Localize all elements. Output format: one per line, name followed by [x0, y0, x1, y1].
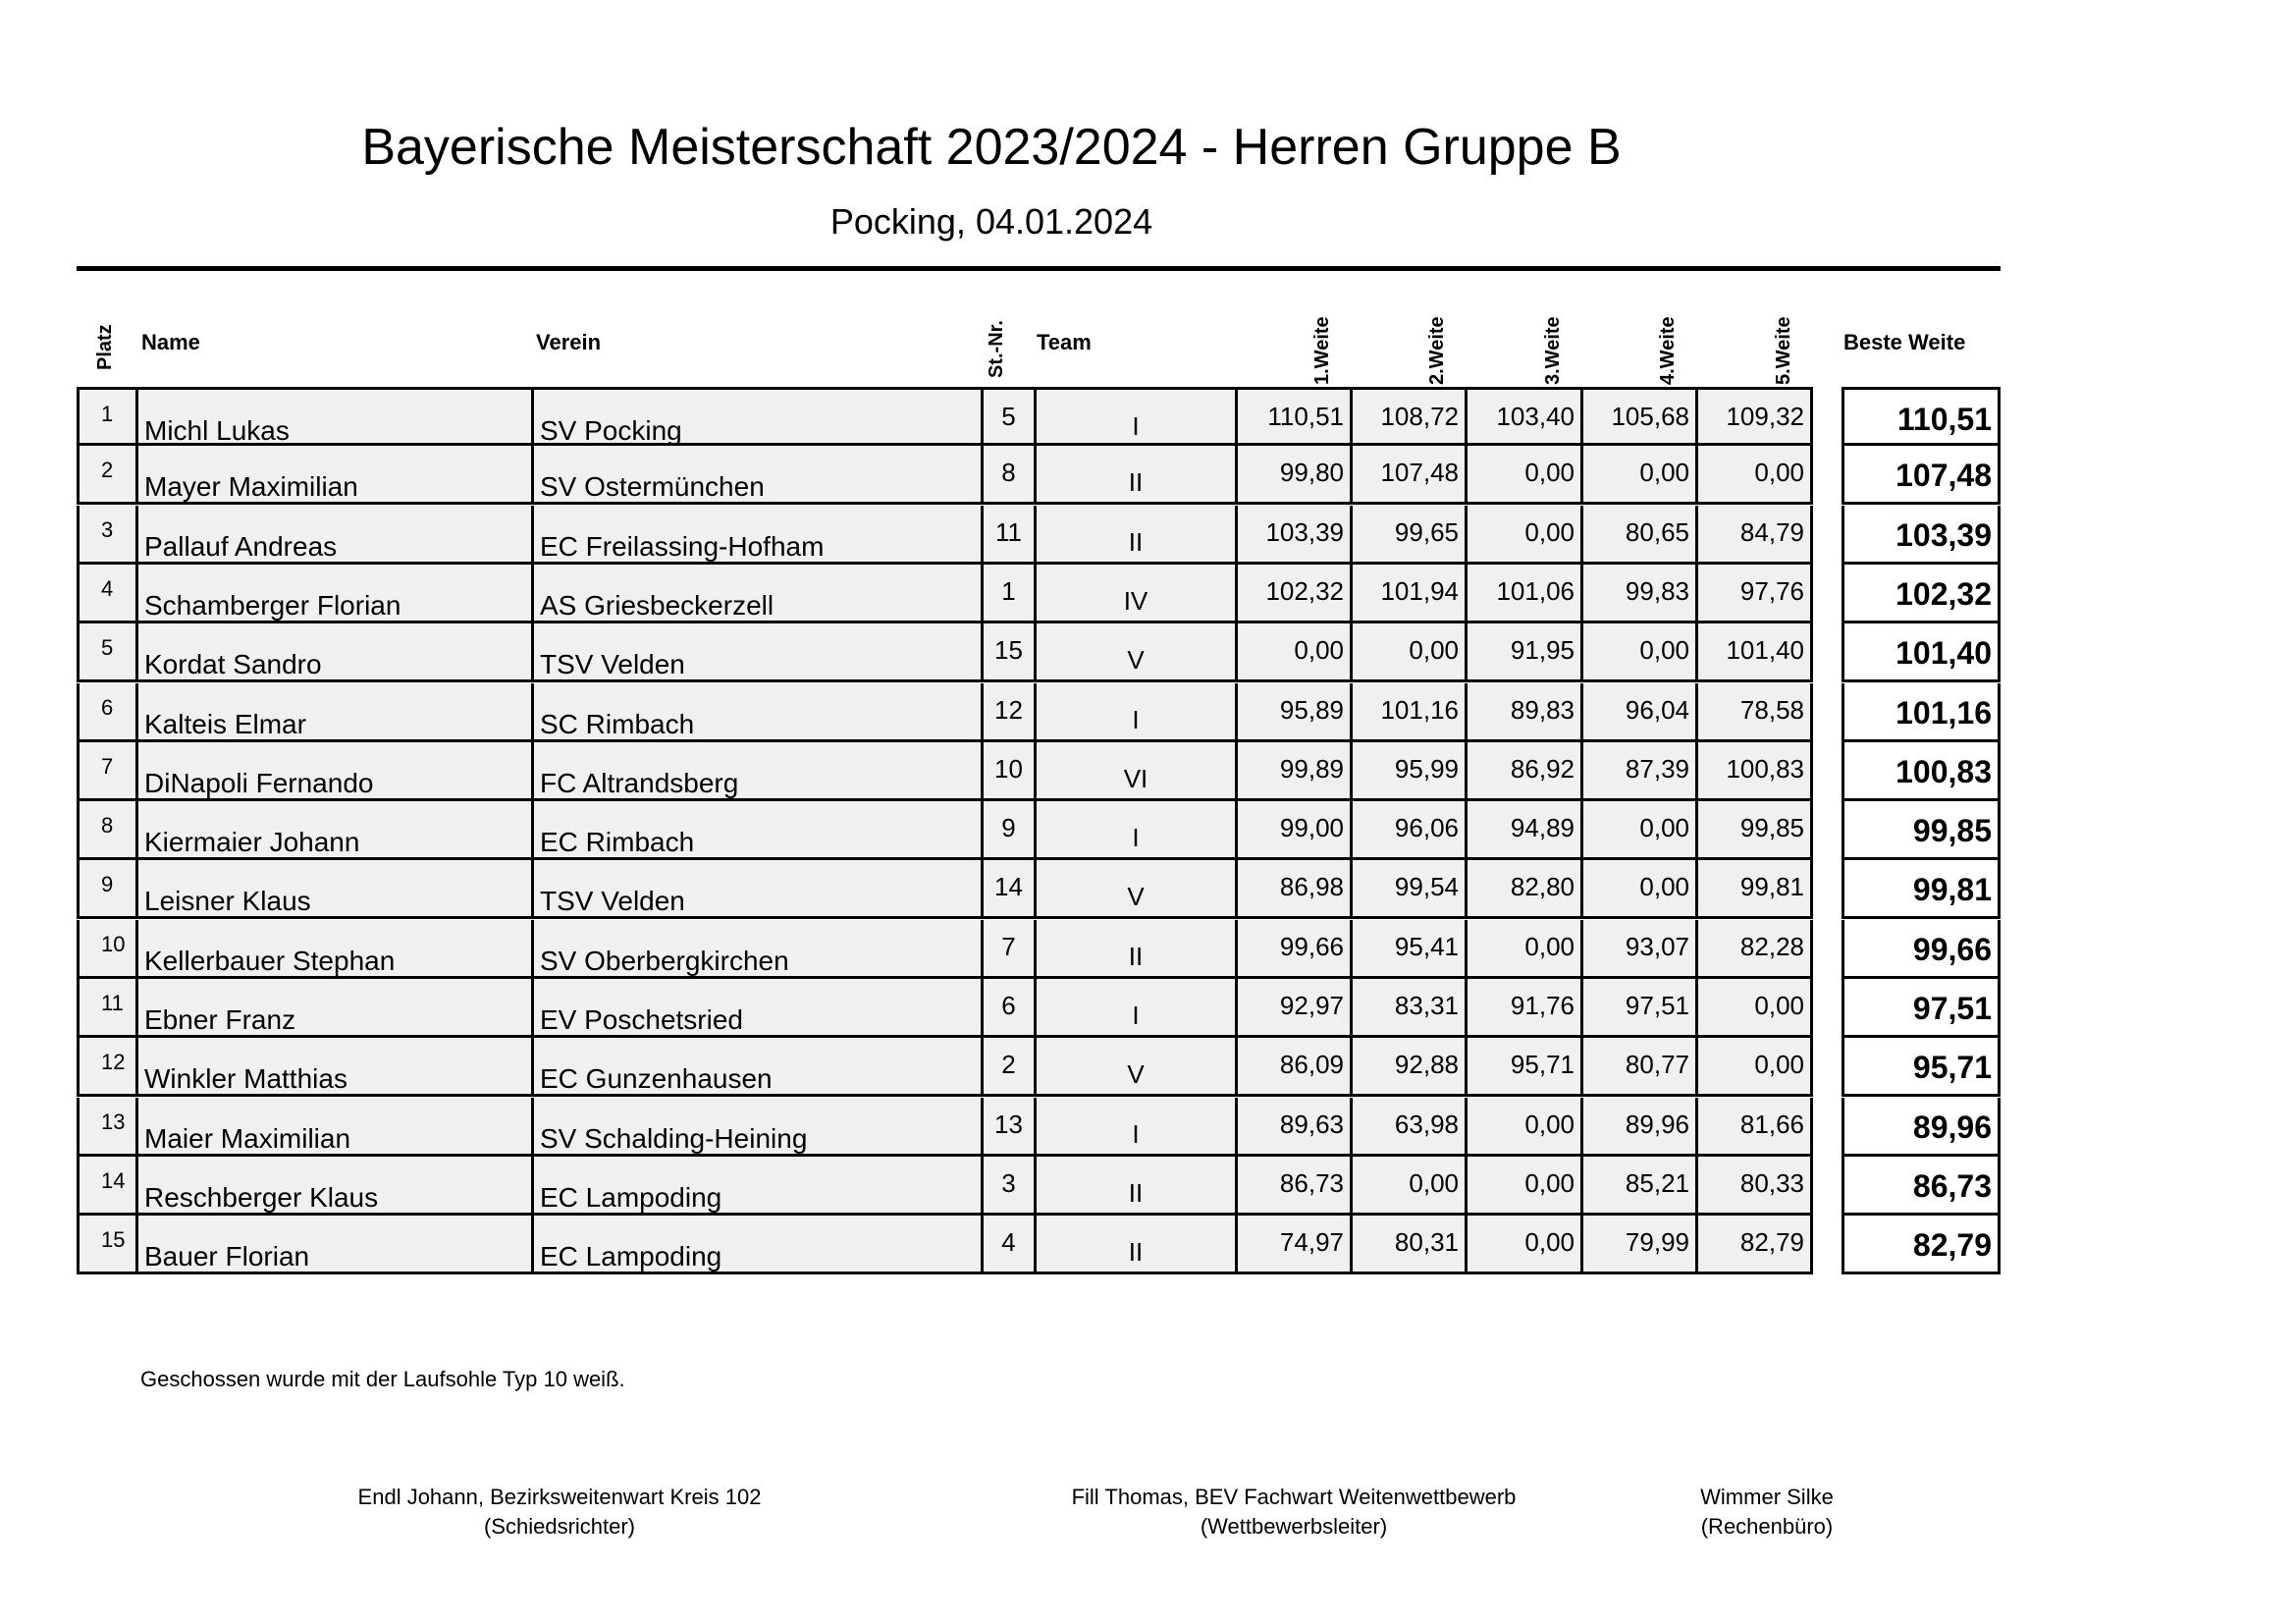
cell-w3: 0,00	[1465, 1157, 1580, 1216]
cell-w3: 0,00	[1465, 1216, 1580, 1274]
table-row	[77, 683, 2001, 742]
cell-team: V	[1034, 623, 1235, 682]
cell-w1: 102,32	[1235, 565, 1350, 623]
cell-stnr: 3	[981, 1157, 1034, 1216]
cell-verein: SV Oberbergkirchen	[531, 920, 981, 979]
cell-stnr: 9	[981, 801, 1034, 860]
cell-w1: 86,98	[1235, 860, 1350, 919]
cell-platz: 9	[77, 860, 135, 919]
cell-w3: 0,00	[1465, 446, 1580, 505]
cell-w5: 82,79	[1695, 1216, 1813, 1274]
cell-platz: 12	[77, 1038, 135, 1097]
cell-best: 102,32	[1842, 565, 2001, 623]
cell-platz: 14	[77, 1157, 135, 1216]
cell-verein: SV Pocking	[531, 387, 981, 446]
cell-best: 101,40	[1842, 623, 2001, 682]
cell-w4: 99,83	[1580, 565, 1695, 623]
cell-verein: SV Schalding-Heining	[531, 1098, 981, 1157]
cell-w4: 79,99	[1580, 1216, 1695, 1274]
cell-w4: 89,96	[1580, 1098, 1695, 1157]
signature-computing-office	[1649, 1483, 1885, 1542]
column-header-weite-4: 4.Weite	[1657, 316, 1679, 385]
cell-name: Pallauf Andreas	[135, 506, 531, 565]
cell-best: 86,73	[1842, 1157, 2001, 1216]
cell-w3: 86,92	[1465, 742, 1580, 801]
cell-w2: 95,99	[1350, 742, 1465, 801]
cell-w1: 89,63	[1235, 1098, 1350, 1157]
cell-w5: 97,76	[1695, 565, 1813, 623]
column-header-beste-weite: Beste Weite	[1843, 330, 1966, 354]
cell-w2: 92,88	[1350, 1038, 1465, 1097]
cell-w1: 99,66	[1235, 920, 1350, 979]
table-row	[77, 1098, 2001, 1157]
column-header-weite-1: 1.Weite	[1311, 316, 1333, 385]
cell-name: Reschberger Klaus	[135, 1157, 531, 1216]
cell-team: I	[1034, 387, 1235, 446]
cell-best: 110,51	[1842, 387, 2001, 446]
cell-w4: 0,00	[1580, 446, 1695, 505]
table-row	[77, 506, 2001, 565]
cell-w2: 63,98	[1350, 1098, 1465, 1157]
cell-best: 99,81	[1842, 860, 2001, 919]
table-row	[77, 565, 2001, 623]
cell-w3: 103,40	[1465, 387, 1580, 446]
table-row	[77, 623, 2001, 682]
signature-role: (Wettbewerbsleiter)	[1200, 1514, 1388, 1539]
cell-w2: 95,41	[1350, 920, 1465, 979]
column-header-team: Team	[1037, 330, 1092, 354]
cell-team: VI	[1034, 742, 1235, 801]
cell-w2: 108,72	[1350, 387, 1465, 446]
cell-w5: 100,83	[1695, 742, 1813, 801]
cell-stnr: 13	[981, 1098, 1034, 1157]
cell-w4: 87,39	[1580, 742, 1695, 801]
cell-platz: 4	[77, 565, 135, 623]
cell-w1: 99,00	[1235, 801, 1350, 860]
cell-team: V	[1034, 860, 1235, 919]
cell-w2: 101,94	[1350, 565, 1465, 623]
cell-name: Kellerbauer Stephan	[135, 920, 531, 979]
cell-team: II	[1034, 920, 1235, 979]
cell-w4: 80,77	[1580, 1038, 1695, 1097]
cell-platz: 10	[77, 920, 135, 979]
cell-platz: 8	[77, 801, 135, 860]
cell-platz: 15	[77, 1216, 135, 1274]
column-header-name: Name	[141, 330, 200, 354]
signature-competition-lead	[1039, 1483, 1549, 1542]
cell-name: Kiermaier Johann	[135, 801, 531, 860]
cell-w3: 89,83	[1465, 683, 1580, 742]
cell-verein: EC Gunzenhausen	[531, 1038, 981, 1097]
table-row	[77, 920, 2001, 979]
cell-verein: TSV Velden	[531, 860, 981, 919]
cell-platz: 2	[77, 446, 135, 505]
cell-w1: 92,97	[1235, 979, 1350, 1038]
cell-team: II	[1034, 1216, 1235, 1274]
cell-w1: 99,80	[1235, 446, 1350, 505]
cell-verein: EC Lampoding	[531, 1216, 981, 1274]
cell-w1: 110,51	[1235, 387, 1350, 446]
column-header-verein: Verein	[536, 330, 602, 354]
cell-verein: EV Poschetsried	[531, 979, 981, 1038]
cell-name: Leisner Klaus	[135, 860, 531, 919]
cell-w2: 80,31	[1350, 1216, 1465, 1274]
column-header-platz: Platz	[94, 324, 116, 370]
page-title: Bayerische Meisterschaft 2023/2024 - Herren Gruppe B	[361, 119, 1622, 176]
signature-name: Endl Johann, Bezirksweitenwart Kreis 102	[357, 1485, 762, 1509]
table-row	[77, 860, 2001, 919]
cell-platz: 13	[77, 1098, 135, 1157]
cell-w3: 95,71	[1465, 1038, 1580, 1097]
cell-name: Bauer Florian	[135, 1216, 531, 1274]
cell-name: Kordat Sandro	[135, 623, 531, 682]
cell-w1: 95,89	[1235, 683, 1350, 742]
cell-stnr: 14	[981, 860, 1034, 919]
cell-name: Schamberger Florian	[135, 565, 531, 623]
cell-w4: 96,04	[1580, 683, 1695, 742]
cell-stnr: 1	[981, 565, 1034, 623]
cell-stnr: 4	[981, 1216, 1034, 1274]
signature-role: (Schiedsrichter)	[483, 1514, 636, 1539]
cell-stnr: 8	[981, 446, 1034, 505]
cell-w3: 0,00	[1465, 920, 1580, 979]
table-row	[77, 742, 2001, 801]
cell-platz: 5	[77, 623, 135, 682]
cell-w3: 101,06	[1465, 565, 1580, 623]
cell-best: 107,48	[1842, 446, 2001, 505]
cell-stnr: 7	[981, 920, 1034, 979]
cell-platz: 1	[77, 387, 135, 446]
table-row	[77, 1038, 2001, 1097]
cell-team: I	[1034, 979, 1235, 1038]
cell-w5: 99,81	[1695, 860, 1813, 919]
cell-w4: 85,21	[1580, 1157, 1695, 1216]
cell-w4: 80,65	[1580, 506, 1695, 565]
cell-w3: 0,00	[1465, 506, 1580, 565]
cell-name: Ebner Franz	[135, 979, 531, 1038]
cell-w1: 0,00	[1235, 623, 1350, 682]
signature-referee	[314, 1483, 805, 1542]
table-row	[77, 801, 2001, 860]
cell-w4: 93,07	[1580, 920, 1695, 979]
cell-name: Maier Maximilian	[135, 1098, 531, 1157]
cell-verein: FC Altrandsberg	[531, 742, 981, 801]
cell-team: IV	[1034, 565, 1235, 623]
cell-verein: SC Rimbach	[531, 683, 981, 742]
column-header-weite-2: 2.Weite	[1426, 316, 1448, 385]
table-row	[77, 979, 2001, 1038]
cell-w4: 97,51	[1580, 979, 1695, 1038]
cell-w1: 86,09	[1235, 1038, 1350, 1097]
cell-verein: TSV Velden	[531, 623, 981, 682]
cell-w4: 105,68	[1580, 387, 1695, 446]
cell-w5: 82,28	[1695, 920, 1813, 979]
cell-team: I	[1034, 801, 1235, 860]
column-header-weite-5: 5.Weite	[1773, 316, 1794, 385]
table-row	[77, 387, 2001, 446]
cell-w4: 0,00	[1580, 860, 1695, 919]
cell-w3: 0,00	[1465, 1098, 1580, 1157]
cell-w2: 99,65	[1350, 506, 1465, 565]
cell-verein: EC Rimbach	[531, 801, 981, 860]
cell-name: Michl Lukas	[135, 387, 531, 446]
cell-w5: 99,85	[1695, 801, 1813, 860]
cell-best: 99,66	[1842, 920, 2001, 979]
cell-best: 99,85	[1842, 801, 2001, 860]
cell-platz: 3	[77, 506, 135, 565]
cell-name: Winkler Matthias	[135, 1038, 531, 1097]
signature-name: Wimmer Silke	[1700, 1485, 1834, 1509]
cell-name: Mayer Maximilian	[135, 446, 531, 505]
cell-team: II	[1034, 446, 1235, 505]
cell-team: I	[1034, 1098, 1235, 1157]
column-header-stnr: St.-Nr.	[986, 320, 1007, 378]
cell-w5: 81,66	[1695, 1098, 1813, 1157]
cell-w1: 99,89	[1235, 742, 1350, 801]
page-subtitle: Pocking, 04.01.2024	[829, 201, 1153, 242]
cell-stnr: 2	[981, 1038, 1034, 1097]
cell-w2: 107,48	[1350, 446, 1465, 505]
cell-w2: 99,54	[1350, 860, 1465, 919]
cell-team: I	[1034, 683, 1235, 742]
cell-w5: 80,33	[1695, 1157, 1813, 1216]
cell-w5: 84,79	[1695, 506, 1813, 565]
cell-best: 89,96	[1842, 1098, 2001, 1157]
cell-verein: EC Freilassing-Hofham	[531, 506, 981, 565]
cell-w5: 101,40	[1695, 623, 1813, 682]
table-row	[77, 446, 2001, 505]
cell-w2: 101,16	[1350, 683, 1465, 742]
signature-role: (Rechenbüro)	[1700, 1514, 1834, 1539]
cell-w4: 0,00	[1580, 801, 1695, 860]
cell-w3: 91,95	[1465, 623, 1580, 682]
cell-verein: SV Ostermünchen	[531, 446, 981, 505]
cell-best: 97,51	[1842, 979, 2001, 1038]
cell-w5: 0,00	[1695, 446, 1813, 505]
cell-w4: 0,00	[1580, 623, 1695, 682]
cell-stnr: 5	[981, 387, 1034, 446]
cell-w1: 103,39	[1235, 506, 1350, 565]
footer-note: Geschossen wurde mit der Laufsohle Typ 10 weiß.	[140, 1367, 625, 1391]
cell-platz: 11	[77, 979, 135, 1038]
cell-best: 101,16	[1842, 683, 2001, 742]
cell-team: II	[1034, 1157, 1235, 1216]
cell-stnr: 15	[981, 623, 1034, 682]
cell-verein: EC Lampoding	[531, 1157, 981, 1216]
table-row	[77, 1157, 2001, 1216]
cell-w3: 82,80	[1465, 860, 1580, 919]
cell-team: V	[1034, 1038, 1235, 1097]
cell-w5: 109,32	[1695, 387, 1813, 446]
cell-w2: 0,00	[1350, 1157, 1465, 1216]
cell-stnr: 11	[981, 506, 1034, 565]
cell-w2: 96,06	[1350, 801, 1465, 860]
cell-w5: 0,00	[1695, 1038, 1813, 1097]
table-row	[77, 1216, 2001, 1274]
cell-stnr: 6	[981, 979, 1034, 1038]
cell-w1: 74,97	[1235, 1216, 1350, 1274]
column-header-weite-3: 3.Weite	[1542, 316, 1564, 385]
cell-best: 95,71	[1842, 1038, 2001, 1097]
cell-platz: 6	[77, 683, 135, 742]
cell-platz: 7	[77, 742, 135, 801]
cell-w5: 0,00	[1695, 979, 1813, 1038]
cell-w3: 91,76	[1465, 979, 1580, 1038]
signature-name: Fill Thomas, BEV Fachwart Weitenwettbewerb	[1071, 1485, 1517, 1509]
cell-name: Kalteis Elmar	[135, 683, 531, 742]
cell-w1: 86,73	[1235, 1157, 1350, 1216]
cell-w2: 0,00	[1350, 623, 1465, 682]
cell-verein: AS Griesbeckerzell	[531, 565, 981, 623]
cell-stnr: 10	[981, 742, 1034, 801]
cell-w3: 94,89	[1465, 801, 1580, 860]
cell-best: 103,39	[1842, 506, 2001, 565]
cell-w5: 78,58	[1695, 683, 1813, 742]
cell-best: 82,79	[1842, 1216, 2001, 1274]
cell-team: II	[1034, 506, 1235, 565]
cell-best: 100,83	[1842, 742, 2001, 801]
cell-stnr: 12	[981, 683, 1034, 742]
cell-name: DiNapoli Fernando	[135, 742, 531, 801]
cell-w2: 83,31	[1350, 979, 1465, 1038]
